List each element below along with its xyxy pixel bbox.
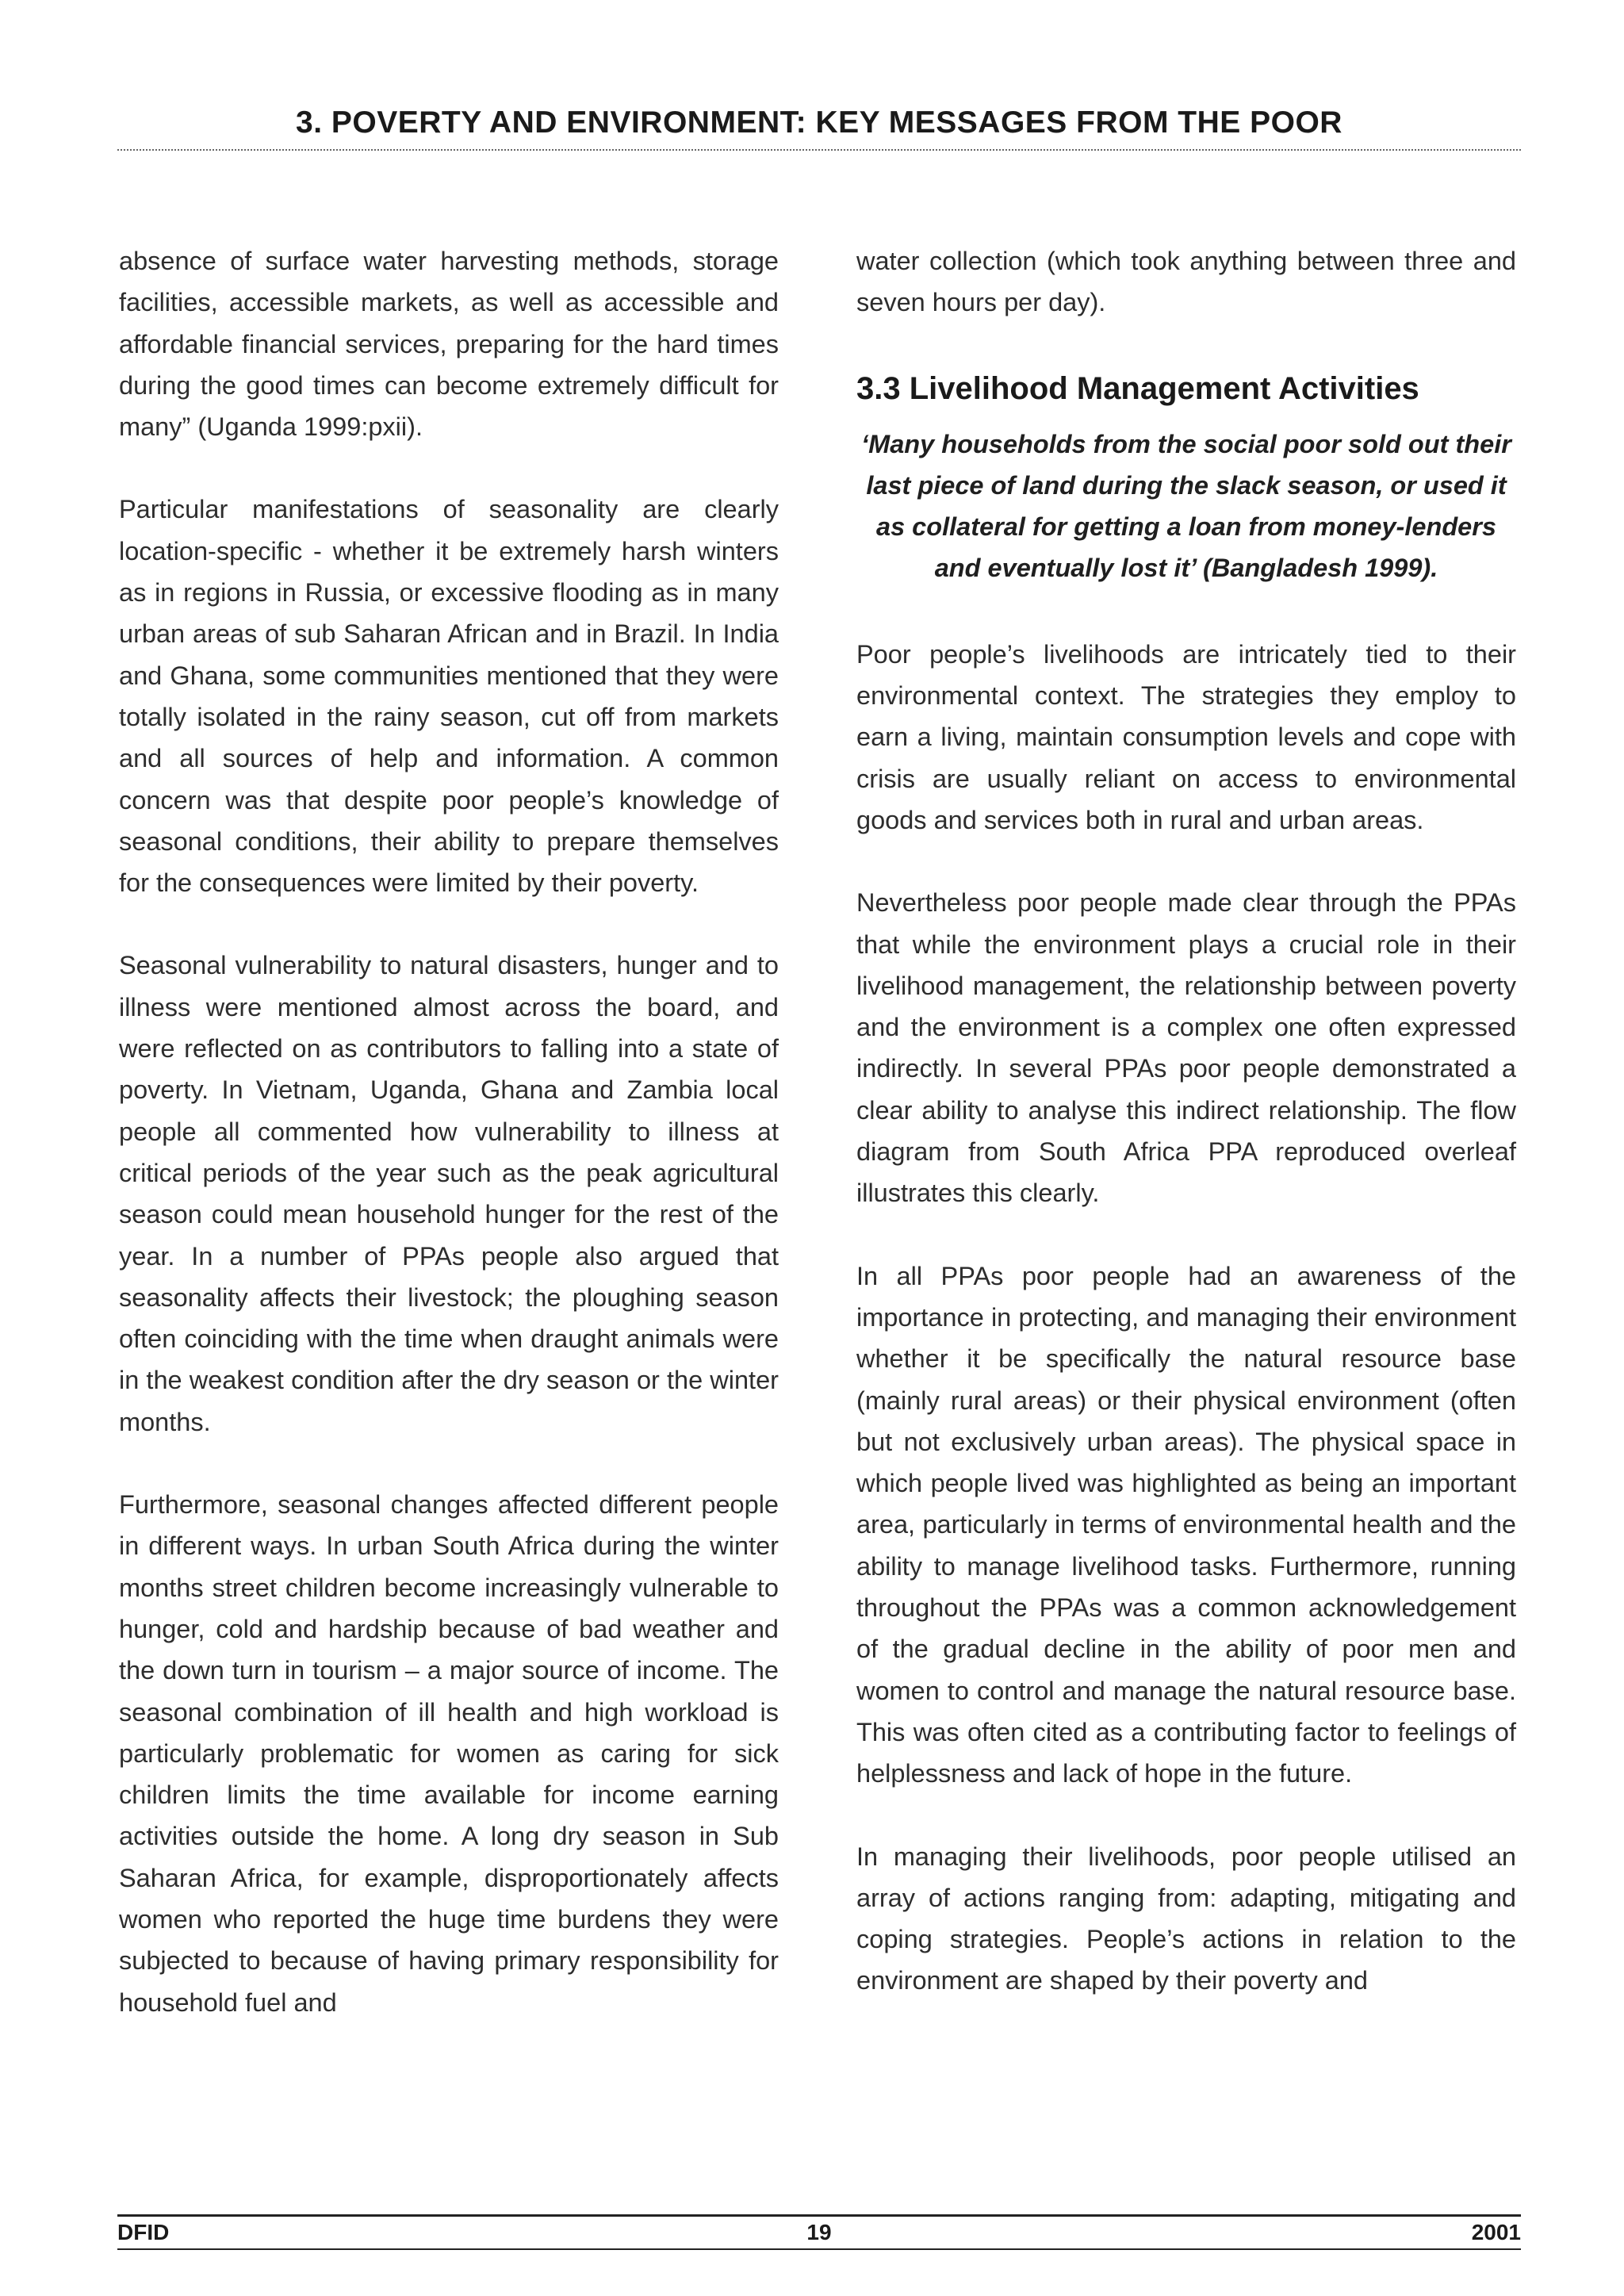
chapter-title: 3. POVERTY AND ENVIRONMENT: KEY MESSAGES FROM THE POOR	[296, 105, 1342, 140]
page-footer	[117, 2217, 1521, 2248]
section-heading: 3.3 Livelihood Management Activities	[856, 370, 1419, 406]
footer-year: 2001	[1471, 2220, 1521, 2244]
footer-divider-top	[117, 2214, 1521, 2217]
footer-divider-bottom	[117, 2248, 1521, 2250]
body-paragraph: In managing their livelihoods, poor people utilised an array of actions ranging from: adapting, mitigating and coping strategies. People’s actions in relation to the environment are shaped by their poverty and	[856, 1842, 1516, 1995]
page-number: 19	[806, 2220, 832, 2244]
body-paragraph: Poor people’s livelihoods are intricately tied to their environmental context. The strategies they employ to earn a living, maintain consumption levels and cope with crisis are usually reliant on access to environmental goods and services both in rural and urban areas.	[856, 639, 1516, 834]
left-column	[119, 240, 779, 2064]
body-paragraph: Particular manifestations of seasonality are clearly location-specific - whether it be extremely harsh winters as in regions in Russia, or excessive flooding as in many urban areas of sub Saharan African and in Brazil. In India and Ghana, some communities mentioned that they were totally isolated in the rainy season, cut off from markets and all sources of help and information. A common concern was that despite poor people’s knowledge of seasonal conditions, their ability to prepare themselves for the consequences were limited by their poverty.	[119, 495, 779, 898]
right-column	[856, 240, 1516, 2043]
body-paragraph: absence of surface water harvesting methods, storage facilities, accessible markets, as well as accessible and affordable financial services, preparing for the hard times during the good times can become extremely difficult for many” (Uganda 1999:pxii).	[119, 247, 779, 442]
running-header	[117, 103, 1521, 143]
pull-quote: ‘Many households from the social poor sold out their last piece of land during the slack season, or used it as collateral for getting a loan from money-lenders and eventually lost it’ (Bangladesh 1999).	[861, 429, 1511, 583]
body-paragraph: water collection (which took anything between three and seven hours per day).	[856, 247, 1516, 317]
body-paragraph: Furthermore, seasonal changes affected different people in different ways. In urban South Africa during the winter months street children become increasingly vulnerable to hunger, cold and hardship because of bad weather and the down turn in tourism – a major source of income. The seasonal combination of ill health and high workload is particularly problematic for women as caring for sick children limits the time available for income earning activities outside the home. A long dry season in Sub Saharan Africa, for example, disproportionately affects women who reported the huge time burdens they were subjected to because of having primary responsibility for household fuel and	[119, 1490, 779, 2017]
footer-publisher: DFID	[117, 2220, 170, 2244]
body-paragraph: Nevertheless poor people made clear through the PPAs that while the environment plays a crucial role in their livelihood management, the relationship between poverty and the environment is a complex one often expressed indirectly. In several PPAs poor people demonstrated a clear ability to analyse this indirect relationship. The flow diagram from South Africa PPA reproduced overleaf illustrates this clearly.	[856, 888, 1516, 1208]
body-paragraph: In all PPAs poor people had an awareness of the importance in protecting, and managing their environment whether it be specifically the natural resource base (mainly rural areas) or their physical environment (often but not exclusively urban areas). The physical space in which people lived was highlighted as being an important area, particularly in terms of environmental health and the ability to manage livelihood tasks. Furthermore, running throughout the PPAs was a common acknowledgement of the gradual decline in the ability of poor men and women to control and manage the natural resource base. This was often cited as a contributing factor to feelings of helplessness and lack of hope in the future.	[856, 1261, 1516, 1788]
body-paragraph: Seasonal vulnerability to natural disasters, hunger and to illness were mentioned almost across the board, and were reflected on as contributors to falling into a state of poverty. In Vietnam, Uganda, Ghana and Zambia local people all commented how vulnerability to illness at critical periods of the year such as the peak agricultural season could mean household hunger for the rest of the year. In a number of PPAs people also argued that seasonality affects their livestock; the ploughing season often coinciding with the time when draught animals were in the weakest condition after the dry season or the winter months.	[119, 951, 779, 1436]
header-divider	[117, 149, 1521, 151]
